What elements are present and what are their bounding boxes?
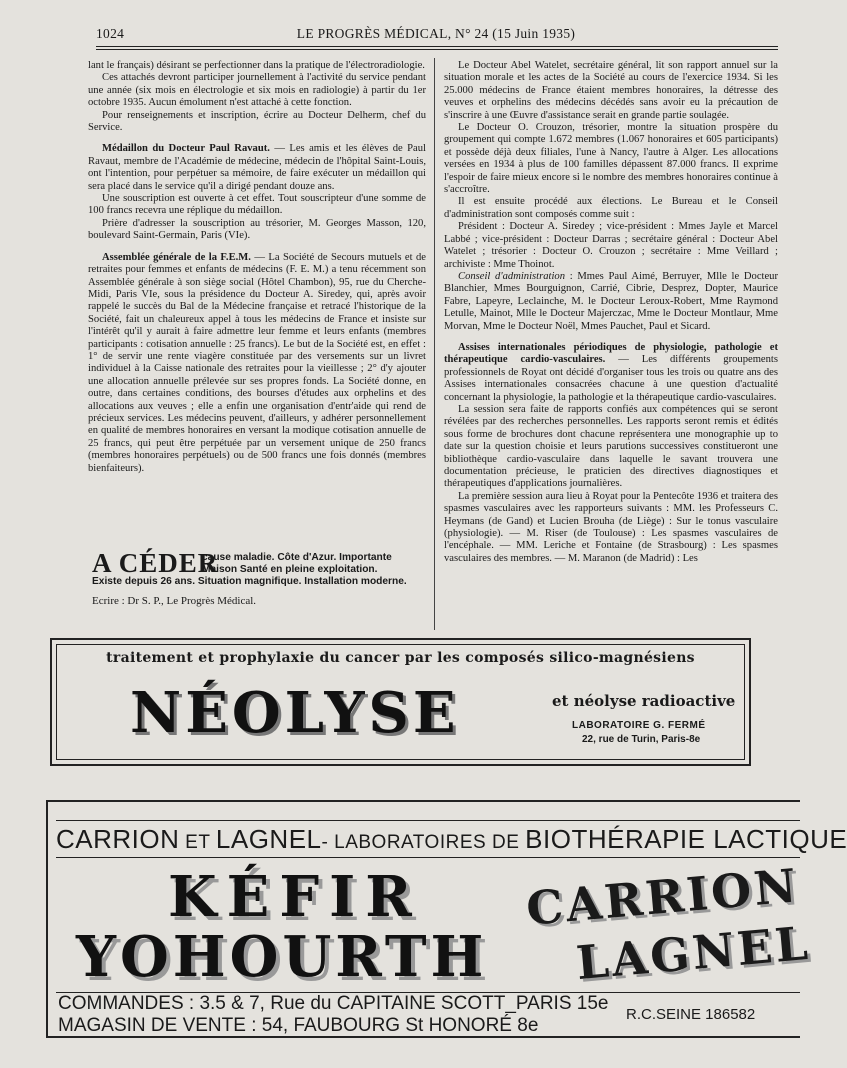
running-title: LE PROGRÈS MÉDICAL, N° 24 (15 Juin 1935) bbox=[296, 26, 576, 41]
paragraph-conseil: Conseil d'administration : Mmes Paul Aimé, Berruyer, Mlle le Docteur Blanchier, Mmes Bourguignon, Carrié, Cibrie, Desprez, Dopter, Maurice Fabre, Lapeyre, Leclainche, M. le Docteur Leroux-Robert, Mme Raymond Letulle, Mainot, Mlle le Docteur Majerczac, Mme le Docteur Montlaur, Mme Morvan, Mme le Docteur Noël, Mmes Pauchet, Paul et Sicard. bbox=[444, 270, 778, 332]
header-rule-thin bbox=[96, 49, 778, 50]
header-rule bbox=[96, 46, 778, 47]
paragraph: Le Docteur O. Crouzon, trésorier, montre la situation prospère du groupement qui compte 1.672 membres (1.067 honoraires et 605 participants) et possède déjà deux filiales, l'une à Nancy, l'autre à Alger. Les allocations versées en 1934 à plus de 100 familles dépassent 87.000 francs. Il exprime l'espoir de faire mieux encore si le nombre des membres honoraires continue à s'accroître. bbox=[444, 122, 778, 196]
paragraph: Président : Docteur A. Siredey ; vice-président : Mmes Jayle et Marcel Labbé ; vice-président : Docteur Darras ; secrétaire général : Docteur Abel Watelet ; trésorier : Docteur O. Crouzon ; secrétaire : Mme Veillard ; archiviste : Mme Thoinot. bbox=[444, 221, 778, 270]
page-number: 1024 bbox=[96, 26, 125, 41]
heading: Assemblée générale de la F.E.M. bbox=[102, 251, 251, 263]
neolyse-advert bbox=[50, 638, 751, 766]
advert-banner: CARRION ET LAGNEL- LABORATOIRES DE BIOTHÉRAPIE LACTIQUE bbox=[56, 820, 800, 858]
advert-laboratory: LABORATOIRE G. FERMÉ bbox=[572, 720, 706, 731]
advert-address: 22, rue de Turin, Paris-8e bbox=[582, 734, 701, 745]
paragraph: Pour renseignements et inscription, écrire au Docteur Delherm, chef du Service. bbox=[88, 109, 426, 134]
paragraph: Une souscription est ouverte à cet effet. Tout souscripteur d'une somme de 100 francs recevra une réplique du médaillon. bbox=[88, 193, 426, 217]
carrion-lagnel-advert bbox=[46, 800, 847, 1038]
ad-text: cause maladie. Côte d'Azur. Importante Maison Santé en pleine exploitation. bbox=[202, 552, 392, 575]
advert-tagline: traitement et prophylaxie du cancer par les composés silico-magnésiens bbox=[106, 650, 695, 666]
paragraph: lant le français) désirant se perfectionner dans la pratique de l'électroradiologie. bbox=[88, 60, 425, 71]
news-item-assises: Assises internationales périodiques de physiologie, pathologie et thérapeutique cardio-vasculaires. — Les différents groupements professionnels de Royat ont décidé d'organiser tous les trois ou quatre ans des Assises internationales consacrées chacune à une question d'actualité concernant la physiologie, la pathologie et la thérapeutique cardio-vasculaires. bbox=[444, 341, 778, 403]
heading: Assises internationales périodiques de physiologie, pathologie et thérapeutique cardio-vasculaires. bbox=[444, 341, 778, 366]
advert-product-kefir: KÉFIR bbox=[168, 864, 422, 930]
paragraph: La session sera faite de rapports confiés aux compétences qui se seront révélées par des recherches personnelles. Les rapports seront remis et édités sous forme de brochures dont chacune représentera une monographie up to date sur la question choisie et leurs parutions successives constitueront une bibliothèque cardio-vasculaire dans laquelle le savant trouvera une documentation précieuse, le praticien des directives diagnostiques et thérapeutiques d'applications journalières. bbox=[444, 403, 778, 490]
paragraph: Prière d'adresser la souscription au trésorier, M. Georges Masson, 120, boulevard Saint-Germain, Paris (VIe). bbox=[88, 217, 426, 242]
news-item-fem: Assemblée générale de la F.E.M. — La Société de Secours mutuels et de retraites pour femmes et enfants de médecins (F. E. M.) a tenu récemment son Assemblée générale à son siège social (Hôtel Chambon), 95, rue du Cherche-Midi, Paris VIe, sous la présidence du Docteur A. Siredey, qui, après avoir rappelé le succès du Bal de la Médecine française et retracé l'historique de la Société, fait un chaleureux appel à tous les médecins de France et insiste sur l'intérêt qu'il y aurait à faire admettre leur femme et leurs enfants (membres participants : cotisation annuelle : 25 francs). Le but de la Société est, en effet : 1° de servir une rente viagère constituée par des versements sur un livret individuel à la Caisse nationale des retraites pour la vieillesse ; 2° d'y ajouter une allocation annuelle prélevée sur ses propres fonds. La Société donne, en outre, dans certaines conditions, des bourses d'études aux orphelins et des allocations aux veuves ; elle a enfin une organisation d'entr'aide qui rend de précieux services. Les médecins peuvent, d'ailleurs, y adhérer personnellement en qualité de membres honoraires en versant la modique cotisation annuelle de 25 francs, qui peut être perpétuée par un versement unique de 250 francs (membres honoraires perpétuels) ou de 500 francs une fois donnés (membres bienfaiteurs). bbox=[88, 251, 426, 474]
classified-ad bbox=[92, 548, 428, 610]
advert-brand-lagnel: LAGNEL bbox=[574, 915, 813, 991]
right-column bbox=[444, 60, 778, 616]
advert-registration: R.C.SEINE 186582 bbox=[626, 1006, 756, 1023]
news-item-ravaut: Médaillon du Docteur Paul Ravaut. — Les amis et les élèves de Paul Ravaut, membre de l'Académie de médecine, médecin de l'hôpital Saint-Louis, ont l'intention, pour perpétuer sa mémoire, de faire exécuter un médaillon qui sera placé dans le service qu'il a dirigé pendant douze ans. bbox=[88, 143, 426, 192]
ad-contact: Ecrire : Dr S. P., Le Progrès Médical. bbox=[92, 595, 257, 607]
column-divider bbox=[434, 58, 435, 630]
paragraph: La première session aura lieu à Royat pour la Pentecôte 1936 et traitera des spasmes vasculaires avec les rapporteurs suivants : MM. les Professeurs C. Heymans (de Gand) et Lucien Brouha (de Liège) : Sur le tonus vasculaire (physiologie). — M. Riser (de Toulouse) : Les spasmes vasculaires de l'encéphale. — MM. Leriche et Fontaine (de Strasbourg) : Les spasmes vasculaires des membres. — M. Maranon (de Madrid) : Les bbox=[444, 490, 778, 564]
left-column bbox=[88, 60, 426, 616]
paragraph: Il est ensuite procédé aux élections. Le Bureau et le Conseil d'administration sont composés comme suit : bbox=[444, 196, 778, 220]
advert-product-yohourth: YOHOURTH bbox=[76, 924, 488, 990]
advert-brand: NÉOLYSE bbox=[130, 680, 460, 746]
paragraph: Le Docteur Abel Watelet, secrétaire général, lit son rapport annuel sur la situation morale et les actes de la Société au cours de l'exercice 1934. Si les 25.000 médecins de France étaient membres honoraires, la détresse des veuves et orphelins des médecins décédés sans avoir eu la précaution de s'inscrire à une Œuvre d'assistance serait en grande partie soulagée. bbox=[444, 60, 778, 121]
advert-shop-address: MAGASIN DE VENTE : 54, FAUBOURG St HONORÉ 8e bbox=[58, 1015, 539, 1036]
ad-text: Existe depuis 26 ans. Situation magnifique. Installation moderne. bbox=[92, 576, 407, 587]
advert-brand-carrion: CARRION bbox=[524, 858, 802, 936]
advert-subbrand: et néolyse radioactive bbox=[552, 692, 736, 710]
advert-orders-address: COMMANDES : 3.5 & 7, Rue du CAPITAINE SCOTT_PARIS 15e bbox=[58, 993, 609, 1014]
paragraph: Ces attachés devront participer journellement à l'activité du service pendant une année (six mois en électrologie et six mois en radiologie) à partir du 1er octobre 1935. Aucun émolument n'est attaché à cette fonction. bbox=[88, 72, 426, 109]
ad-headline: A CÉDER bbox=[92, 548, 219, 578]
running-header bbox=[96, 26, 776, 44]
heading: Médaillon du Docteur Paul Ravaut. bbox=[102, 143, 270, 155]
